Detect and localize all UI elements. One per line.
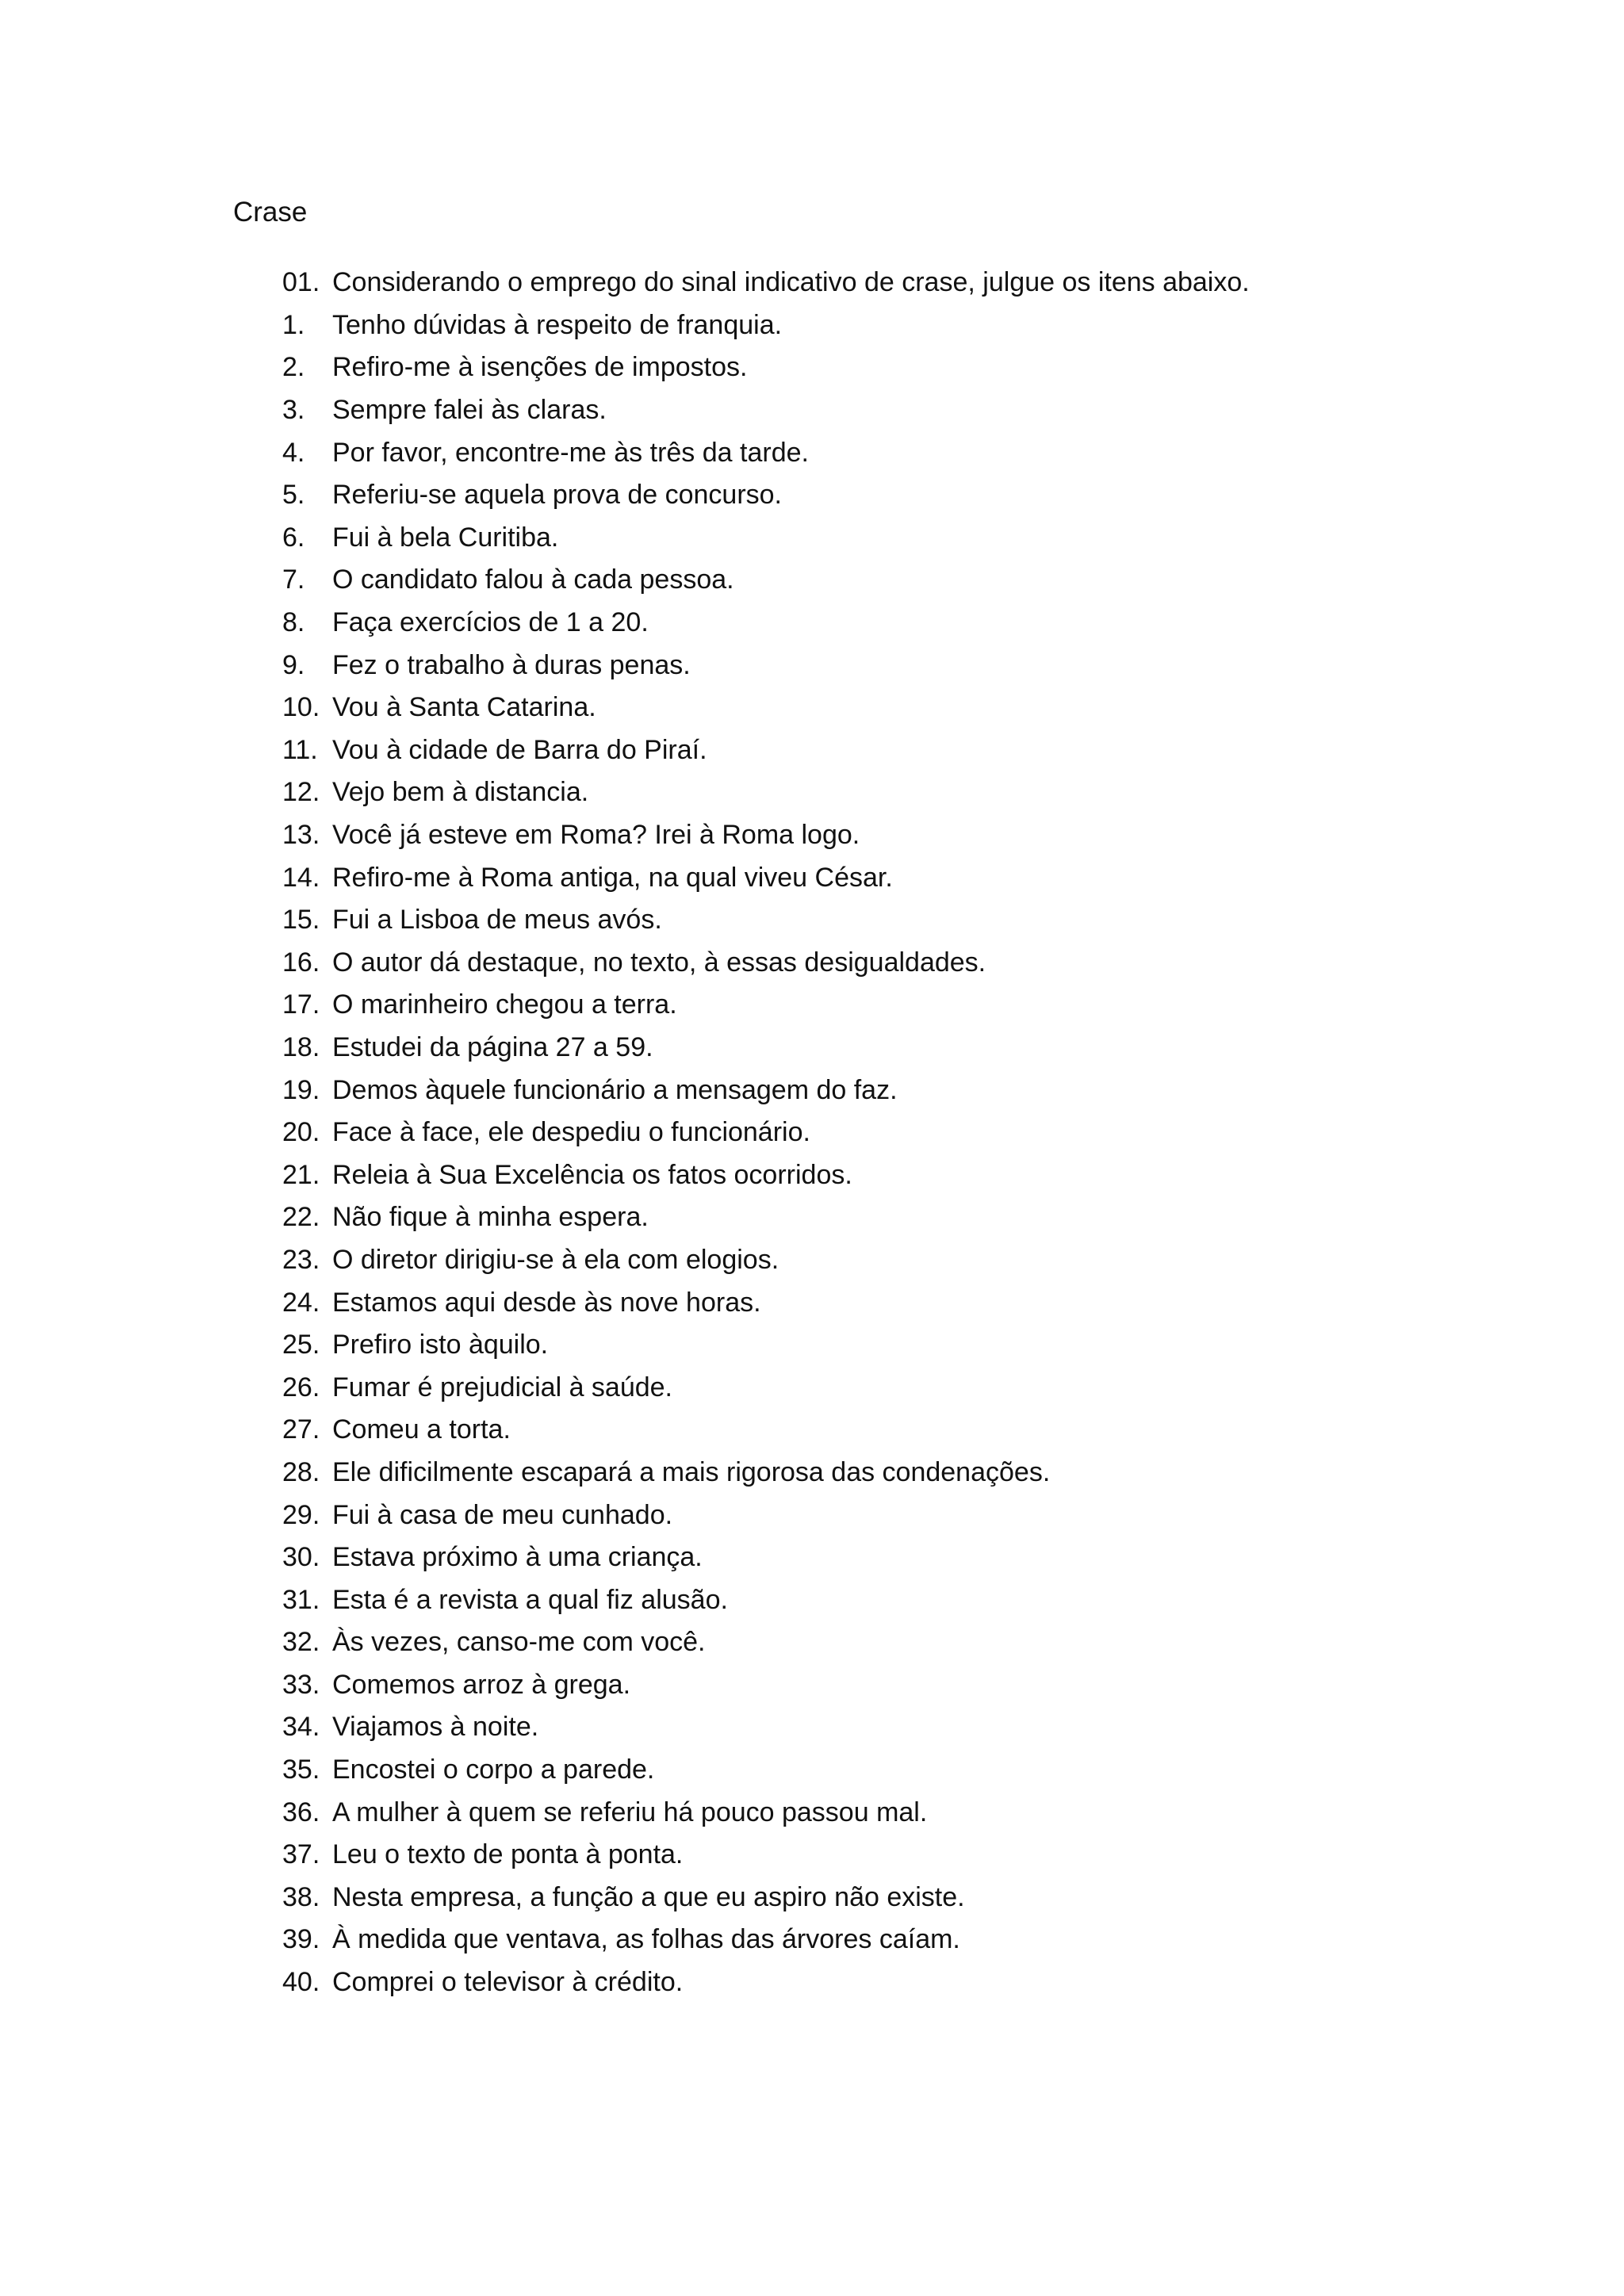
item-text: Estudei da página 27 a 59. (332, 1031, 653, 1062)
item-number: 22. (282, 1202, 320, 1233)
item-number: 9. (282, 649, 305, 680)
list-item (282, 1749, 1583, 1792)
item-number: 20. (282, 1117, 320, 1148)
item-text: Estamos aqui desde às nove horas. (332, 1287, 761, 1318)
list-item (282, 1027, 1583, 1070)
item-number: 3. (282, 395, 305, 426)
item-text: Fui a Lisboa de meus avós. (332, 905, 662, 936)
item-number: 14. (282, 862, 320, 893)
list-item (282, 602, 1583, 645)
item-text: Comeu a torta. (332, 1414, 511, 1445)
list-item (282, 644, 1583, 687)
item-text: Nesta empresa, a função a que eu aspiro não existe. (332, 1881, 965, 1912)
question-list (282, 262, 1583, 2003)
item-number: 7. (282, 564, 305, 595)
item-text: Vou à Santa Catarina. (332, 692, 596, 723)
item-number: 28. (282, 1456, 320, 1487)
item-text: Esta é a revista a qual fiz alusão. (332, 1584, 728, 1615)
list-item (282, 687, 1583, 729)
list-item (282, 1834, 1583, 1877)
item-number: 32. (282, 1627, 320, 1658)
item-text: Fez o trabalho à duras penas. (332, 649, 691, 680)
item-number: 16. (282, 947, 320, 978)
list-item (282, 559, 1583, 602)
item-number: 27. (282, 1414, 320, 1445)
item-number: 24. (282, 1287, 320, 1318)
item-number: 40. (282, 1967, 320, 1998)
item-text: Por favor, encontre-me às três da tarde. (332, 437, 809, 468)
item-number: 25. (282, 1330, 320, 1360)
list-item (282, 304, 1583, 347)
item-text: O candidato falou à cada pessoa. (332, 564, 734, 595)
item-number: 6. (282, 522, 305, 553)
item-number: 29. (282, 1499, 320, 1530)
item-text: Fui à casa de meu cunhado. (332, 1499, 673, 1530)
item-number: 01. (282, 267, 320, 298)
list-item (282, 771, 1583, 814)
item-text: Você já esteve em Roma? Irei à Roma logo. (332, 820, 860, 851)
list-item (282, 517, 1583, 560)
list-item (282, 1877, 1583, 1919)
item-text: Face à face, ele despediu o funcionário. (332, 1117, 810, 1148)
list-item (282, 1706, 1583, 1749)
list-item (282, 1366, 1583, 1409)
list-item (282, 431, 1583, 474)
list-item (282, 1919, 1583, 1961)
item-number: 19. (282, 1074, 320, 1105)
list-item (282, 1664, 1583, 1707)
list-item (282, 1494, 1583, 1536)
item-number: 18. (282, 1031, 320, 1062)
document-title: Crase (233, 197, 308, 228)
item-number: 31. (282, 1584, 320, 1615)
item-number: 33. (282, 1669, 320, 1700)
list-item (282, 1961, 1583, 2004)
item-number: 1. (282, 309, 305, 340)
item-text: Viajamos à noite. (332, 1712, 539, 1743)
item-text: Faça exercícios de 1 a 20. (332, 607, 649, 638)
list-item (282, 1578, 1583, 1621)
item-number: 13. (282, 820, 320, 851)
list-item (282, 1239, 1583, 1282)
list-item (282, 1324, 1583, 1367)
item-text: Referiu-se aquela prova de concurso. (332, 480, 782, 511)
list-item (282, 1069, 1583, 1112)
item-number: 2. (282, 352, 305, 383)
item-text: Fui à bela Curitiba. (332, 522, 559, 553)
item-text: Tenho dúvidas à respeito de franquia. (332, 309, 783, 340)
item-text: Vou à cidade de Barra do Piraí. (332, 734, 707, 765)
item-number: 4. (282, 437, 305, 468)
list-item (282, 729, 1583, 772)
item-text: Releia à Sua Excelência os fatos ocorridos. (332, 1159, 852, 1190)
list-item (282, 1536, 1583, 1579)
item-text: O diretor dirigiu-se à ela com elogios. (332, 1244, 779, 1275)
item-number: 23. (282, 1244, 320, 1275)
list-item (282, 262, 1583, 304)
item-text: Não fique à minha espera. (332, 1202, 649, 1233)
item-text: O marinheiro chegou a terra. (332, 989, 677, 1020)
item-text: Vejo bem à distancia. (332, 777, 589, 808)
list-item (282, 389, 1583, 432)
item-number: 21. (282, 1159, 320, 1190)
item-number: 35. (282, 1755, 320, 1785)
item-text: Estava próximo à uma criança. (332, 1542, 703, 1573)
item-text: Ele dificilmente escapará a mais rigorosa das condenações. (332, 1456, 1051, 1487)
list-item (282, 1452, 1583, 1494)
item-number: 8. (282, 607, 305, 638)
list-item (282, 1621, 1583, 1664)
item-text: Encostei o corpo a parede. (332, 1755, 655, 1785)
item-text: Refiro-me à Roma antiga, na qual viveu César. (332, 862, 893, 893)
item-text: A mulher à quem se referiu há pouco passou mal. (332, 1797, 928, 1827)
list-item (282, 1112, 1583, 1154)
list-item (282, 1281, 1583, 1324)
list-item (282, 856, 1583, 899)
item-text: Comemos arroz à grega. (332, 1669, 631, 1700)
item-number: 5. (282, 480, 305, 511)
item-number: 26. (282, 1372, 320, 1402)
item-text: Prefiro isto àquilo. (332, 1330, 549, 1360)
item-number: 39. (282, 1924, 320, 1955)
item-number: 11. (282, 734, 318, 765)
list-item (282, 346, 1583, 389)
list-item (282, 1154, 1583, 1196)
item-number: 36. (282, 1797, 320, 1827)
item-text: Comprei o televisor à crédito. (332, 1967, 684, 1998)
item-number: 12. (282, 777, 320, 808)
list-item (282, 1409, 1583, 1452)
list-item (282, 474, 1583, 517)
item-text: Refiro-me à isenções de impostos. (332, 352, 748, 383)
list-item (282, 1196, 1583, 1239)
item-number: 34. (282, 1712, 320, 1743)
item-number: 10. (282, 692, 320, 723)
item-number: 15. (282, 905, 320, 936)
item-number: 17. (282, 989, 320, 1020)
list-item (282, 942, 1583, 985)
item-text: Fumar é prejudicial à saúde. (332, 1372, 673, 1402)
item-text: Às vezes, canso-me com você. (332, 1627, 706, 1658)
list-item (282, 899, 1583, 942)
item-text: O autor dá destaque, no texto, à essas desigualdades. (332, 947, 986, 978)
list-item (282, 814, 1583, 857)
item-text: Considerando o emprego do sinal indicativo de crase, julgue os itens abaixo. (332, 267, 1250, 298)
item-text: Demos àquele funcionário a mensagem do faz. (332, 1074, 898, 1105)
item-number: 37. (282, 1839, 320, 1870)
list-item (282, 1791, 1583, 1834)
list-item (282, 984, 1583, 1027)
item-number: 38. (282, 1881, 320, 1912)
item-text: Sempre falei às claras. (332, 395, 607, 426)
item-text: Leu o texto de ponta à ponta. (332, 1839, 684, 1870)
item-text: À medida que ventava, as folhas das árvores caíam. (332, 1924, 960, 1955)
item-number: 30. (282, 1542, 320, 1573)
